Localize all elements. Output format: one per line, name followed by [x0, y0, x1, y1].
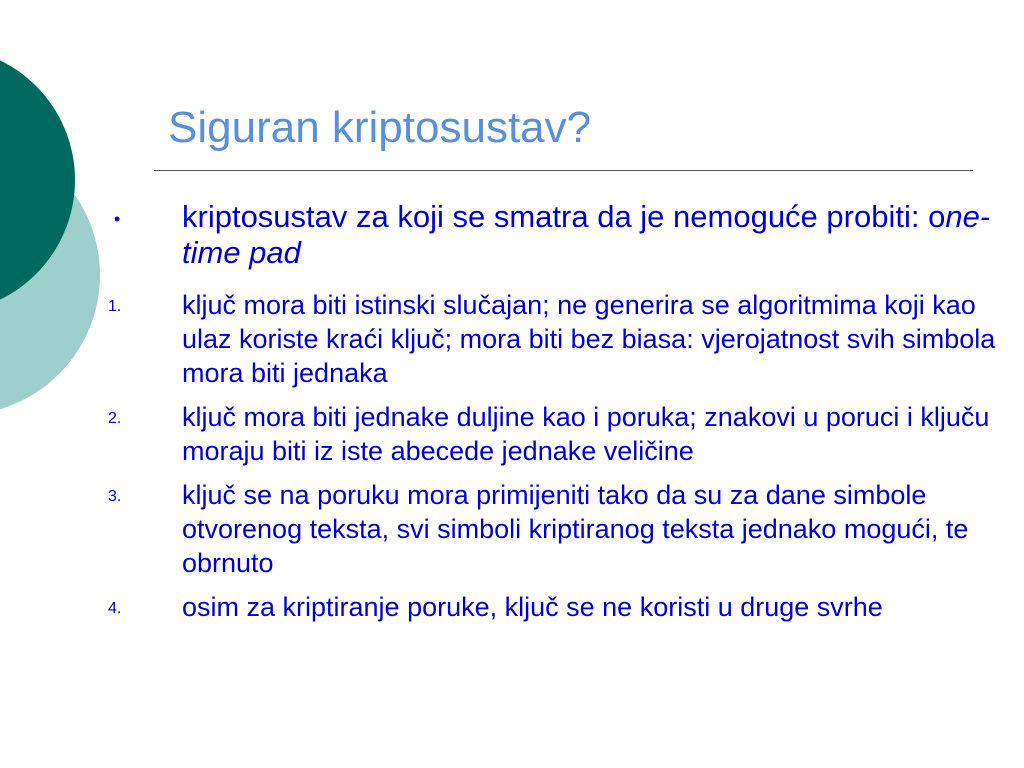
- item-text: ključ se na poruku mora primijeniti tako da su za dane simbole otvorenog teksta, svi simboli kriptiranog teksta jednako mogući, te obrnuto: [182, 480, 969, 578]
- item-number: 2.: [108, 410, 122, 427]
- numbered-item-3: [108, 478, 1016, 580]
- item-text: osim za kriptiranje poruke, ključ se ne koristi u druge svrhe: [182, 592, 883, 622]
- numbered-item-1: [108, 288, 1016, 390]
- numbered-item-2: [108, 400, 1016, 468]
- item-number: 4.: [108, 600, 122, 617]
- bullet-text: kriptosustav za koji se smatra da je nemoguće probiti: o: [182, 199, 946, 234]
- item-number: 1.: [108, 298, 122, 315]
- slide-title: Siguran kriptosustav?: [168, 103, 592, 152]
- bullet-text-italic: ne-time pad: [182, 199, 991, 270]
- bullet-marker: •: [114, 209, 121, 229]
- title-divider: [154, 170, 973, 171]
- decorative-circles: [0, 0, 120, 420]
- item-number: 3.: [108, 488, 122, 505]
- bullet-item: [108, 199, 1016, 271]
- item-text: ključ mora biti istinski slučajan; ne generira se algoritmima koji kao ulaz koriste kraći ključ; mora biti bez biasa: vjerojatnost svih simbola mora biti jednaka: [182, 290, 996, 388]
- item-text: ključ mora biti jednake duljine kao i poruka; znakovi u poruci i ključu moraju biti iz iste abecede jednake veličine: [182, 402, 990, 466]
- numbered-item-4: [108, 590, 1016, 624]
- slide-content: [108, 199, 1016, 634]
